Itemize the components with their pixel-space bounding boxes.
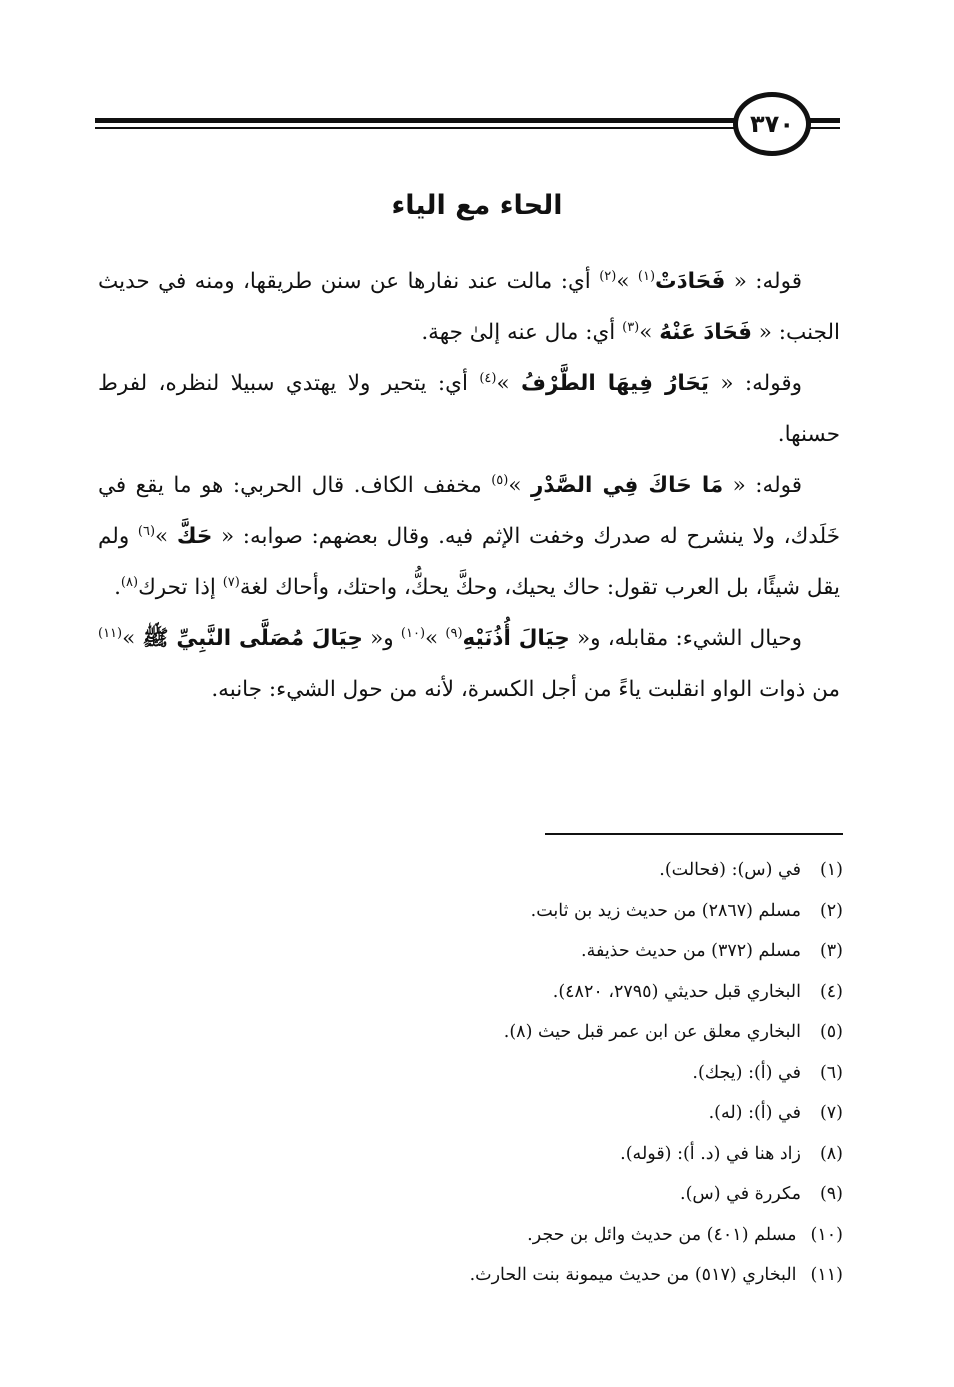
footnote-text: مسلم (٤٠١) من حديث وائل بن حجر. <box>527 1224 797 1245</box>
footnote-item <box>360 931 843 972</box>
footnote-text: في (س): (فحالت). <box>659 860 801 880</box>
footnote-ref[interactable]: (٢) <box>599 268 617 284</box>
page-number-badge <box>733 92 811 156</box>
text-run: » <box>639 320 660 345</box>
footnote-text: في (أ): (يجك). <box>692 1062 801 1083</box>
text-run: » <box>616 269 638 294</box>
hadith-term: يَحَارُ فِيهَا الطَّرْفُ <box>521 371 709 396</box>
text-run: أي: يتحير ولا يهتدي سبيلا لنظره، لفرط حسنها. <box>98 371 840 447</box>
text-run: من ذوات الواو انقلبت ياءً من أجل الكسرة، لأنه من حول الشيء: جانبه. <box>211 677 840 702</box>
footnote-item <box>360 1215 843 1256</box>
footnote-text: مسلم (٢٨٦٧) من حديث زيد بن ثابت. <box>530 900 801 921</box>
paragraph <box>98 460 840 613</box>
footnote-number: (١١) <box>810 1265 843 1285</box>
footnote-number: (١) <box>819 860 843 880</box>
header-rule-thin-right <box>810 127 840 129</box>
footnote-item <box>360 1134 843 1175</box>
footnote-ref[interactable]: (٣) <box>622 319 640 335</box>
footnote-item <box>360 1255 843 1296</box>
footnote-ref[interactable]: (٦) <box>137 523 156 539</box>
footnote-number: (٦) <box>819 1062 843 1083</box>
text-run: » <box>496 371 522 396</box>
footnote-ref[interactable]: (٩) <box>445 625 463 641</box>
footnote-number: (٢) <box>819 900 843 921</box>
footnote-item <box>360 891 843 932</box>
footnote-text: البخاري معلق عن ابن عمر قبل حيث (٨). <box>503 1022 801 1042</box>
footnote-item <box>360 1012 843 1053</box>
text-run: قوله: « <box>725 269 802 294</box>
footnote-text: زاد هنا في (د. أ): (قوله). <box>620 1143 801 1164</box>
hadith-term: حِيَالَ مُصَلَّى النَّبِيِّ ﷺ <box>142 626 363 651</box>
footnote-item <box>360 850 843 891</box>
footnote-text: مكررة في (س). <box>680 1184 801 1204</box>
footnote-ref[interactable]: (٤) <box>479 370 497 386</box>
hadith-term: حَكَّ <box>176 524 213 549</box>
hadith-term: فَحَادَ عَنْهُ <box>659 320 752 345</box>
text-run: أي: مالت عند نفارها عن سنن طريقها، ومنه في حديث الجنب: « <box>98 269 840 345</box>
hadith-term: مَا حَاكَ فِي الصَّدْرِ <box>530 473 724 498</box>
footnote-item <box>360 1174 843 1215</box>
footnote-text: البخاري (٥١٧) من حديث ميمونة بنت الحارث. <box>469 1265 797 1285</box>
footnote-ref[interactable]: (٨) <box>120 574 139 590</box>
footnote-item <box>360 972 843 1013</box>
footnote-text: في (أ): (له). <box>708 1103 801 1123</box>
footnote-item <box>360 1093 843 1134</box>
page-number: ٣٧٠ <box>750 110 794 138</box>
chapter-title: الحاء مع الياء <box>391 190 563 221</box>
text-run: » <box>425 626 446 651</box>
text-run: قوله: « <box>723 473 803 498</box>
text-run: ولم يقل شيئًا، بل العرب تقول: حاك يحيك، وحكَّ يحكُّ، واحتك، وأحاك لغة <box>98 524 840 600</box>
text-run: و« <box>362 626 401 651</box>
text-run: . <box>114 575 121 600</box>
footnote-number: (١٠) <box>810 1224 843 1245</box>
footnote-number: (٣) <box>819 941 843 961</box>
text-run: أي: مال عنه إلىٰ جهة. <box>421 320 623 345</box>
text-run: وحيال الشيء: مقابله، و« <box>569 626 802 651</box>
text-run: إذا تحرك <box>138 575 223 600</box>
hadith-term: حِيَالَ أُذُنَيْهِ <box>462 626 570 651</box>
footnote-text: مسلم (٣٧٢) من حديث حذيفة. <box>581 941 801 961</box>
footnotes-list <box>360 850 843 1296</box>
header-rule-thick-right <box>810 118 840 123</box>
footnote-ref[interactable]: (١١) <box>98 625 123 641</box>
footnote-number: (٥) <box>819 1022 843 1042</box>
footnote-ref[interactable]: (١) <box>637 268 656 284</box>
paragraph <box>98 613 840 715</box>
hadith-term: فَحَادَتْ <box>655 269 726 294</box>
header-rule-thick <box>95 118 735 123</box>
footnote-text: البخاري قبل حديثي (٢٧٩٥، ٤٨٢٠). <box>552 981 801 1002</box>
text-run: مخفف الكاف. قال الحربي: هو ما يقع في خَلَدك، ولا ينشرح له صدرك وخفت الإثم فيه. وقال بعضهم: صوابه: « <box>98 473 840 549</box>
footnote-number: (٤) <box>819 981 843 1002</box>
text-run: » <box>155 524 177 549</box>
page-header <box>95 92 840 162</box>
footnote-number: (٨) <box>819 1143 843 1164</box>
footnote-number: (٩) <box>819 1184 843 1204</box>
text-run: » <box>508 473 531 498</box>
footnote-ref[interactable]: (٧) <box>222 574 240 590</box>
paragraph <box>98 358 840 460</box>
footnote-separator <box>545 833 843 835</box>
footnote-ref[interactable]: (١٠) <box>400 625 426 641</box>
footnote-number: (٧) <box>819 1103 843 1123</box>
paragraph <box>98 256 840 358</box>
main-text <box>98 256 840 715</box>
text-run: » <box>122 626 143 651</box>
footnote-item <box>360 1053 843 1094</box>
header-rule-thin <box>95 127 735 129</box>
text-run: وقوله: « <box>708 371 802 396</box>
footnote-ref[interactable]: (٥) <box>491 472 509 488</box>
